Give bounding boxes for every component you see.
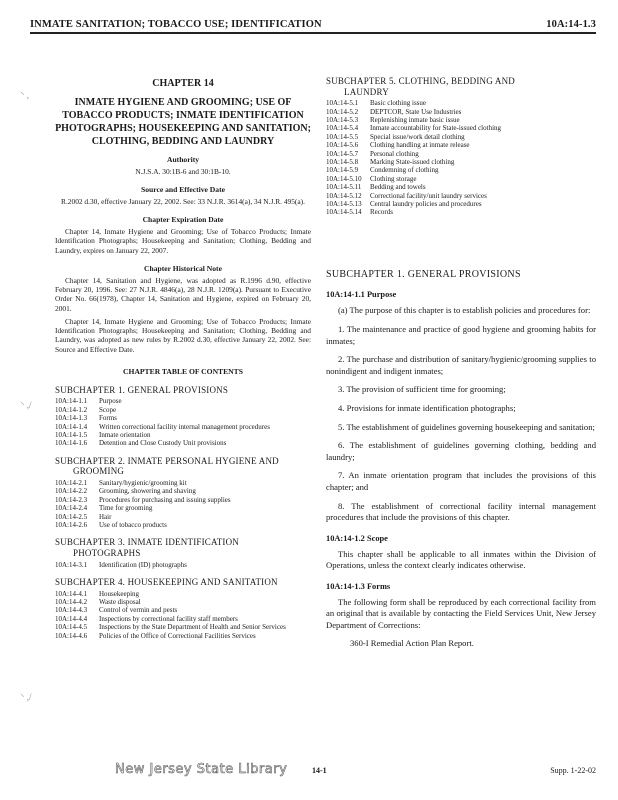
toc-entry xyxy=(326,183,596,191)
toc-entry xyxy=(55,439,311,447)
toc-entry xyxy=(326,200,596,208)
right-column xyxy=(326,42,596,649)
toc-entry-number: 10A:14-2.1 xyxy=(55,478,88,487)
toc-entry-number: 10A:14-1.6 xyxy=(55,439,88,448)
toc-subchapter-5-list xyxy=(326,99,596,216)
toc-entry xyxy=(326,108,596,116)
toc-entry xyxy=(55,479,311,487)
toc-entry xyxy=(326,141,596,149)
section-1-2-heading: 10A:14-1.2 Scope xyxy=(326,533,388,543)
section-1-3-form: 360-I Remedial Action Plan Report. xyxy=(350,638,474,649)
toc-entry-title: Waste disposal xyxy=(99,597,141,606)
toc-entry-number: 10A:14-5.5 xyxy=(326,132,359,141)
history-heading: Chapter Historical Note xyxy=(144,263,222,273)
toc-subchapter-4-title: SUBCHAPTER 4. HOUSEKEEPING AND SANITATION xyxy=(55,576,278,587)
toc-entry-title: Inspections by the State Department of Health and Senior Services xyxy=(99,623,286,632)
toc-entry-title: Use of tobacco products xyxy=(99,520,167,529)
toc-entry-number: 10A:14-1.2 xyxy=(55,405,88,414)
toc-entry-title: DEPTCOR, State Use Industries xyxy=(370,107,462,116)
toc-entry-number: 10A:14-2.5 xyxy=(55,512,88,521)
toc-entry xyxy=(326,208,596,216)
toc-entry-title: Inmate orientation xyxy=(99,430,151,439)
toc-entry-number: 10A:14-5.13 xyxy=(326,199,362,208)
toc-entry-number: 10A:14-1.3 xyxy=(55,414,88,423)
toc-entry xyxy=(55,414,311,422)
toc-subchapter-5-title-line2: LAUNDRY xyxy=(344,86,389,97)
toc-subchapter-3-title-line1: SUBCHAPTER 3. INMATE IDENTIFICATION xyxy=(55,537,239,548)
toc-entry-title: Procedures for purchasing and issuing supplies xyxy=(99,495,231,504)
toc-entry xyxy=(55,406,311,414)
toc-entry-title: Detention and Close Custody Unit provisions xyxy=(99,439,227,448)
section-1-2-text: This chapter shall be applicable to all inmates within the Division of Operations, unless the context clearly indicates otherwise. xyxy=(326,548,596,571)
toc-subchapter-4-list xyxy=(55,590,311,640)
toc-entry-number: 10A:14-5.8 xyxy=(326,157,359,166)
history-paragraph-1: Chapter 14, Sanitation and Hygiene, was adopted as R.1996 d.90, effective February 20, 1996. See: 27 N.J.R. 4846(a), 28 N.J.R. 1209(a). Pursuant to Executive Order No. 66(1978), Chapter 14, Sanitation and Hygiene, expired on February 20, 2001. xyxy=(55,275,311,313)
toc-entry-number: 10A:14-1.4 xyxy=(55,422,88,431)
toc-entry xyxy=(55,521,311,529)
section-1-1-item: 2. The purchase and distribution of sanitary/hygienic/grooming supplies to nonindigent and indigent inmates; xyxy=(326,354,596,376)
toc-entry-number: 10A:14-4.6 xyxy=(55,631,88,640)
toc-entry xyxy=(326,158,596,166)
toc-entry xyxy=(55,397,311,405)
toc-entry xyxy=(326,166,596,174)
section-1-1-item: 1. The maintenance and practice of good hygiene and grooming habits for inmates; xyxy=(326,323,596,346)
toc-entry-number: 10A:14-5.1 xyxy=(326,99,359,108)
toc-subchapter-5-title-line1: SUBCHAPTER 5. CLOTHING, BEDDING AND xyxy=(326,76,516,86)
toc-entry-title: Clothing handling at inmate release xyxy=(370,141,470,150)
toc-entry xyxy=(55,632,311,640)
section-1-3-heading: 10A:14-1.3 Forms xyxy=(326,581,391,591)
toc-entry-title: Hair xyxy=(99,512,112,521)
toc-entry-number: 10A:14-4.2 xyxy=(55,597,88,606)
section-1-1-intro: (a) The purpose of this chapter is to establish policies and procedures for: xyxy=(338,305,591,316)
toc-entry-title: Central laundry policies and procedures xyxy=(370,199,482,208)
toc-entry-title: Replenishing inmate basic issue xyxy=(370,116,460,124)
history-paragraph-2: Chapter 14, Inmate Hygiene and Grooming; Use of Tobacco Products; Inmate Identification Photographs; Housekeeping and Sanitation; Clothing, Bedding and Laundry, was adopted as new rules by R.2002 d.30, effective January 22, 2002. See: Source and Effective Date. xyxy=(55,316,311,354)
toc-entry-title: Marking State-issued clothing xyxy=(370,157,455,166)
section-1-3-text: The following form shall be reproduced by each correctional facility from an original that is available by contacting the Field Services Unit, New Jersey Department of Corrections: xyxy=(326,596,596,630)
toc-entry xyxy=(55,561,311,569)
left-column xyxy=(55,42,311,640)
toc-entry-title: Policies of the Office of Correctional Facilities Services xyxy=(99,631,256,640)
toc-entry-number: 10A:14-1.5 xyxy=(55,430,88,439)
toc-entry xyxy=(55,615,311,623)
toc-entry-number: 10A:14-5.2 xyxy=(326,107,359,116)
toc-entry xyxy=(326,116,596,124)
toc-entry-title: Scope xyxy=(99,405,117,414)
toc-entry-number: 10A:14-2.6 xyxy=(55,520,88,529)
toc-subchapter-1-list xyxy=(55,397,311,447)
toc-entry xyxy=(55,606,311,614)
toc-entry-title: Forms xyxy=(99,414,117,423)
toc-entry-number: 10A:14-2.3 xyxy=(55,495,88,504)
toc-entry xyxy=(326,175,596,183)
header-title: INMATE SANITATION; TOBACCO USE; IDENTIFICATION xyxy=(30,19,322,30)
chapter-number: CHAPTER 14 xyxy=(152,78,214,89)
subchapter-1-heading: SUBCHAPTER 1. GENERAL PROVISIONS xyxy=(326,268,521,280)
toc-subchapter-3-title xyxy=(55,537,311,558)
supplement-date: Supp. 1-22-02 xyxy=(550,766,596,775)
toc-entry-title: Correctional facility/unit laundry services xyxy=(370,191,487,200)
toc-entry xyxy=(55,496,311,504)
toc-entry xyxy=(55,623,311,631)
toc-subchapter-5-title xyxy=(326,76,596,97)
toc-entry-number: 10A:14-4.1 xyxy=(55,589,88,598)
toc-entry-title: Inmate accountability for State-issued clothing xyxy=(370,124,502,133)
section-1-1-item: 7. An inmate orientation program that includes the provisions of this chapter; and xyxy=(326,470,596,492)
section-1-1-heading: 10A:14-1.1 Purpose xyxy=(326,290,397,300)
toc-entry xyxy=(55,590,311,598)
toc-entry-number: 10A:14-4.3 xyxy=(55,606,88,615)
toc-entry-title: Written correctional facility internal management procedures xyxy=(99,422,270,431)
toc-entry-title: Sanitary/hygienic/grooming kit xyxy=(99,478,187,487)
toc-heading: CHAPTER TABLE OF CONTENTS xyxy=(123,366,243,376)
toc-entry xyxy=(326,150,596,158)
source-text: R.2002 d.30, effective January 22, 2002. See: 33 N.J.R. 3614(a), 34 N.J.R. 495(a). xyxy=(61,196,305,206)
toc-entry-title: Condemning of clothing xyxy=(370,166,439,175)
section-1-1-item: 8. The establishment of correctional facility internal management procedures that include the provisions of this chapter. xyxy=(326,500,596,523)
toc-subchapter-2-title-line2: GROOMING xyxy=(73,466,125,477)
toc-entry-number: 10A:14-1.1 xyxy=(55,397,88,406)
library-watermark: New Jersey State Library xyxy=(115,762,288,777)
chapter-title: INMATE HYGIENE AND GROOMING; USE OF TOBACCO PRODUCTS; INMATE IDENTIFICATION PHOTOGRAPHS; HOUSEKEEPING AND SANITATION; CLOTHING, BEDDING AND LAUNDRY xyxy=(55,96,311,147)
toc-entry-number: 10A:14-5.7 xyxy=(326,149,359,158)
toc-entry-number: 10A:14-5.6 xyxy=(326,141,359,150)
toc-entry-number: 10A:14-5.3 xyxy=(326,116,359,124)
source-heading: Source and Effective Date xyxy=(140,185,225,194)
toc-entry-title: Records xyxy=(370,208,393,217)
toc-entry xyxy=(55,487,311,495)
toc-subchapter-3-title-line2: PHOTOGRAPHS xyxy=(73,547,141,558)
margin-mark: ⸌ , xyxy=(20,90,30,100)
toc-entry-title: Housekeeping xyxy=(99,589,140,598)
toc-subchapter-3-list xyxy=(55,561,311,569)
toc-entry-title: Time for grooming xyxy=(99,504,153,513)
toc-entry-title: Purpose xyxy=(99,397,122,406)
toc-entry xyxy=(326,124,596,132)
toc-entry-number: 10A:14-5.9 xyxy=(326,166,359,175)
toc-entry-title: Inspections by correctional facility staff members xyxy=(99,614,238,623)
toc-subchapter-2-title-line1: SUBCHAPTER 2. INMATE PERSONAL HYGIENE AND xyxy=(55,455,279,466)
section-1-1-item: 3. The provision of sufficient time for grooming; xyxy=(338,384,506,395)
margin-mark: ⸌ ,/ xyxy=(20,400,32,410)
toc-entry-number: 10A:14-5.12 xyxy=(326,191,362,200)
toc-entry xyxy=(55,598,311,606)
toc-entry xyxy=(55,504,311,512)
header-section-number: 10A:14-1.3 xyxy=(546,19,596,30)
toc-entry xyxy=(55,431,311,439)
toc-entry-title: Grooming, showering and shaving xyxy=(99,487,196,496)
section-1-1-item: 6. The establishment of guidelines governing clothing, bedding and laundry; xyxy=(326,440,596,462)
toc-entry-title: Clothing storage xyxy=(370,174,417,183)
section-1-1-item: 5. The establishment of guidelines governing housekeeping and sanitation; xyxy=(338,421,595,432)
toc-entry xyxy=(326,99,596,107)
toc-entry-number: 10A:14-3.1 xyxy=(55,560,88,569)
toc-entry-number: 10A:14-2.4 xyxy=(55,504,88,513)
toc-entry-number: 10A:14-5.11 xyxy=(326,183,362,192)
page-number: 14-1 xyxy=(312,766,327,775)
toc-entry-number: 10A:14-5.4 xyxy=(326,124,359,133)
toc-subchapter-2-list xyxy=(55,479,311,529)
toc-entry-title: Control of vermin and pests xyxy=(99,606,178,615)
toc-entry-title: Basic clothing issue xyxy=(370,99,426,108)
toc-entry-number: 10A:14-2.2 xyxy=(55,487,88,496)
toc-subchapter-1-title: SUBCHAPTER 1. GENERAL PROVISIONS xyxy=(55,384,229,395)
toc-entry-title: Identification (ID) photographs xyxy=(99,560,187,569)
toc-entry xyxy=(326,192,596,200)
margin-mark: ⸌ ,/ xyxy=(20,692,32,702)
toc-entry xyxy=(55,513,311,521)
toc-entry-title: Bedding and towels xyxy=(370,183,426,192)
toc-subchapter-2-title xyxy=(55,456,311,477)
toc-entry-number: 10A:14-5.10 xyxy=(326,174,362,183)
toc-entry xyxy=(55,423,311,431)
expiration-text: Chapter 14, Inmate Hygiene and Grooming; Use of Tobacco Products; Inmate Identification Photographs; Housekeeping and Sanitation; Clothing, Bedding and Laundry, expires on January 22, 2007. xyxy=(55,227,311,255)
authority-heading: Authority xyxy=(166,154,200,164)
authority-text: N.J.S.A. 30:1B-6 and 30:1B-10. xyxy=(135,166,231,176)
expiration-heading: Chapter Expiration Date xyxy=(142,215,224,225)
running-header xyxy=(30,14,596,34)
section-1-1-item: 4. Provisions for inmate identification photographs; xyxy=(338,402,516,413)
toc-entry xyxy=(326,133,596,141)
toc-entry-title: Personal clothing xyxy=(370,149,419,158)
toc-entry-number: 10A:14-5.14 xyxy=(326,208,362,217)
toc-entry-title: Special issue/work detail clothing xyxy=(370,132,465,141)
toc-entry-number: 10A:14-4.5 xyxy=(55,623,88,632)
toc-entry-number: 10A:14-4.4 xyxy=(55,614,88,623)
